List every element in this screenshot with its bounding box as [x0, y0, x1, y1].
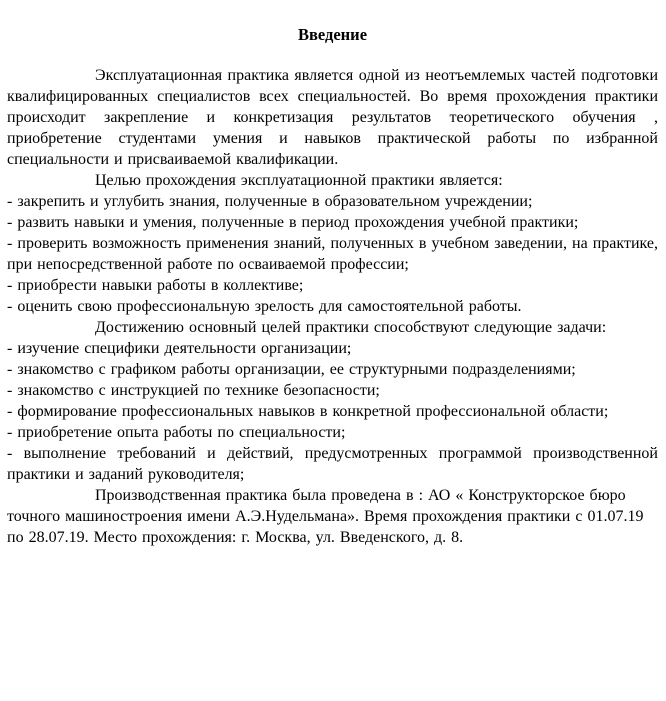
paragraph-conclusion: Производственная практика была проведена в : АО « Конструкторское бюро точного машиностроения имени А.Э.Нудельмана». Время прохождения практики с 01.07.19 по 28.07.19. Место прохождения: г. Москва, ул. Введенского, д. 8. [7, 487, 644, 546]
goal-item-1: - закрепить и углубить знания, полученные в образовательном учреждении; [7, 193, 533, 210]
goal-item-5: - оценить свою профессиональную зрелость для самостоятельной работы. [7, 298, 522, 315]
task-item-5: - приобретение опыта работы по специальности; [7, 424, 346, 441]
paragraph-goals-lead: Целью прохождения эксплуатационной практики является: [95, 172, 503, 189]
goal-item-3: - проверить возможность применения знаний, полученных в учебном заведении, на практике, при непосредственной работе по осваиваемой профессии; [7, 235, 658, 273]
task-item-3: - знакомство с инструкцией по технике безопасности; [7, 382, 380, 399]
paragraph-intro: Эксплуатационная практика является одной из неотъемлемых частей подготовки квалифицированных специалистов всех специальностей. Во время прохождения практики происходит закрепление и конкретизация результатов теоретического обучения , приобретение студентами умения и навыков практической работы по избранной специальности и присваиваемой квалификации. [7, 67, 658, 168]
task-item-4: - формирование профессиональных навыков в конкретной профессиональной области; [7, 403, 609, 420]
task-item-1: - изучение специфики деятельности организации; [7, 340, 352, 357]
task-item-2: - знакомство с графиком работы организации, ее структурными подразделениями; [7, 361, 576, 378]
task-item-6: - выполнение требований и действий, предусмотренных программой производственной практики и заданий руководителя; [7, 445, 658, 483]
document-title: Введение [297, 25, 368, 44]
paragraph-tasks-lead: Достижению основный целей практики способствуют следующие задачи: [95, 319, 607, 336]
goal-item-2: - развить навыки и умения, полученные в период прохождения учебной практики; [7, 214, 579, 231]
goal-item-4: - приобрести навыки работы в коллективе; [7, 277, 304, 294]
